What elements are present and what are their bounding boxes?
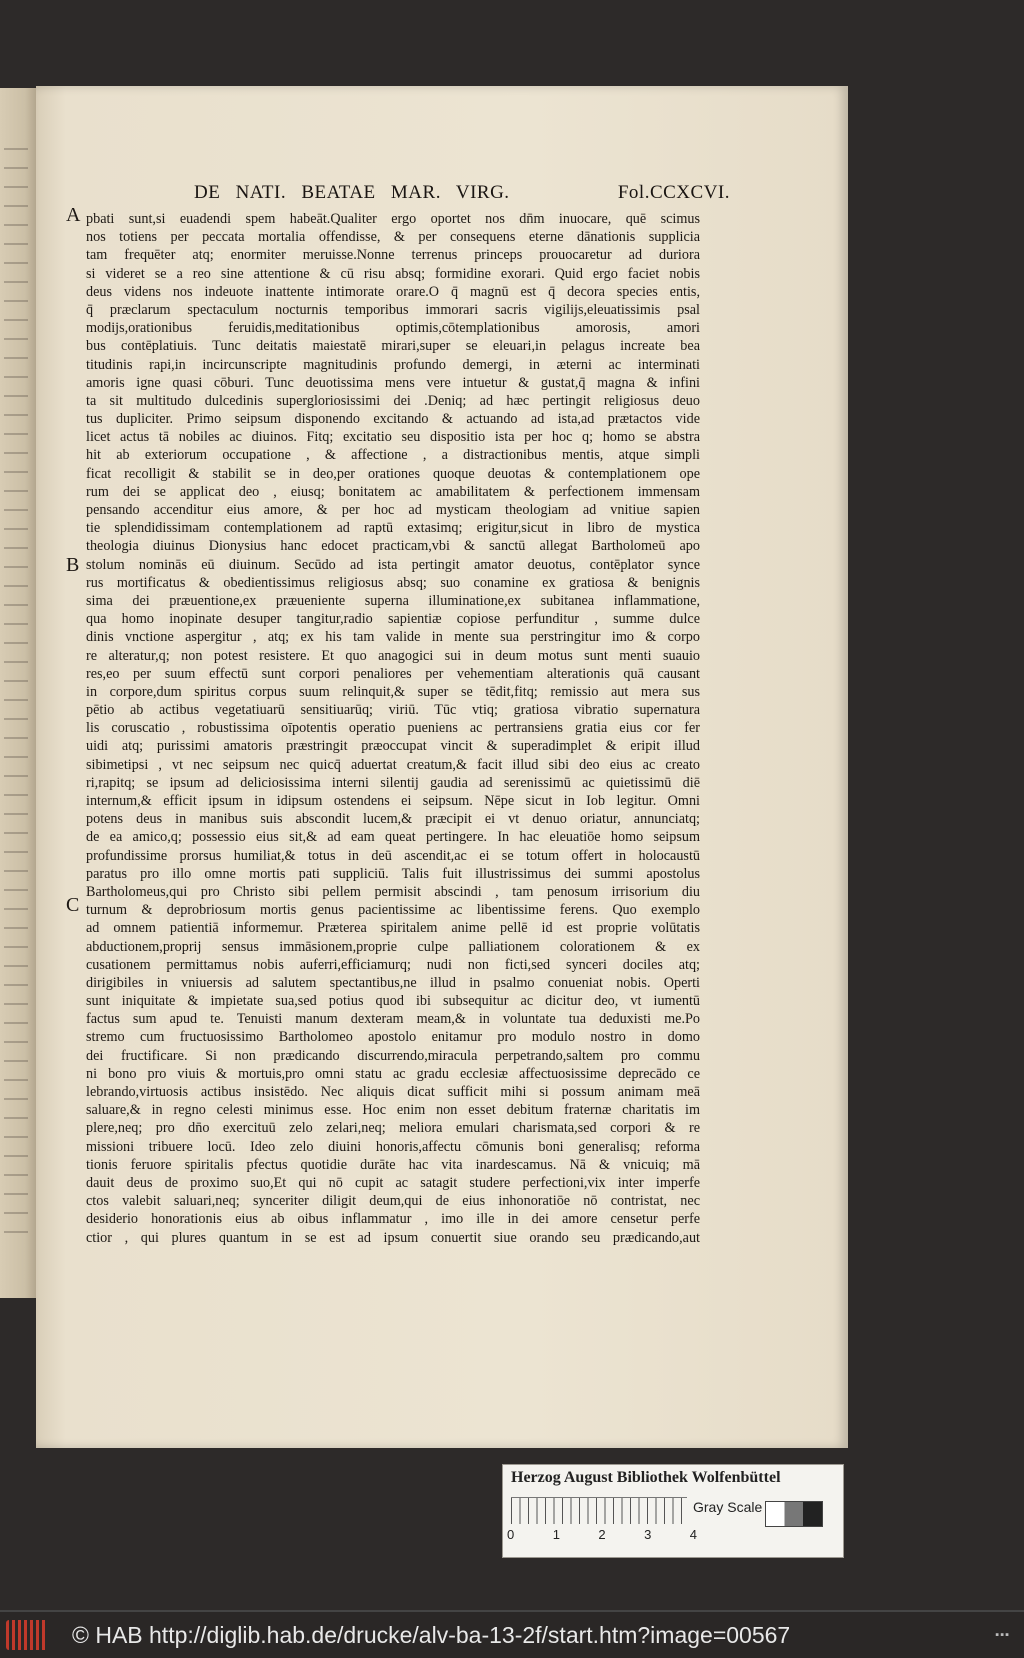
text-line: tus dupliciter. Primo seipsum disponendo excitando & actuando ad ista,ad prætactos vide xyxy=(86,411,700,428)
text-line: deus videns nos indeuote inattente intimorate orare.O q̄ magnū est q̄ decora species entis, xyxy=(86,283,700,300)
facing-page-text xyxy=(4,148,28,1248)
text-line: paratus pro illo omne mortis pati suppliciū. Talis fuit illustrissimus dei summi apostolus xyxy=(86,865,700,882)
scale-ruler xyxy=(511,1497,687,1524)
book-page xyxy=(36,86,848,1448)
text-line: profundissime prorsus humiliat,& totus in deū ascendit,ac ei se totum offert in holocaustū xyxy=(86,847,700,864)
library-color-card xyxy=(502,1464,844,1558)
text-line: dirigibiles in vniuersis ad salutem spectantibus,ne illud in psalmo conueniat nobis. Operti xyxy=(86,974,700,991)
footer-link[interactable]: © HAB http://diglib.hab.de/drucke/alv-ba-13-2f/start.htm?image=00567 xyxy=(72,1621,791,1648)
section-marker-b: B xyxy=(66,554,80,576)
text-line: pētio ab actibus vegetatiuarū sensitiuarūq; viriū. Tūc vtiq; gratiosa vibratio supernatura xyxy=(86,702,700,719)
text-line: tionis feruore spiritalis pfectus quotidie durāte hac vita inardescamus. Nā & vnicuiq; mā xyxy=(86,1156,700,1173)
facing-page-edge xyxy=(0,88,36,1298)
text-line: ctior , qui plures quantum in se est ad ipsum conuertit siue orando seu prædicando,aut xyxy=(86,1229,700,1246)
text-line: rum dei se applicat deo , eiusq; bonitatem ac amabilitatem & perfectionem immensam xyxy=(86,483,700,500)
text-line: ctos valebit saluari,neq; synceriter diligit deum,qui de eius inhonoratiōe nō contristat, nec xyxy=(86,1193,700,1210)
ruler-tick: 0 xyxy=(507,1527,515,1542)
section-marker-a: A xyxy=(66,204,81,226)
gray-scale-swatch xyxy=(765,1501,823,1527)
ruler-tick: 4 xyxy=(689,1527,697,1542)
text-line: si videret se a reo sine attentione & cū risu absq; formidine exorari. Quid ergo faciet nobis xyxy=(86,265,700,282)
text-line: cusationem permittamus nobis auferri,efficiamurq; nudi non ficti,sed synceri dociles atq; xyxy=(86,956,700,973)
body-text xyxy=(86,210,700,1247)
text-line: qua homo inopinate desuper tangitur,radio sapientiæ copiose perfunditur , summe dulce xyxy=(86,611,700,628)
text-line: de ea amico,q; possessio eius sit,& ad eam queat pertingere. In hac eleuatiōe homo seipsum xyxy=(86,829,700,846)
text-line: pensando accenditur eius amore, & per hoc ad mysticam theologiam ad vnitiue sapien xyxy=(86,502,700,518)
institution-name: Herzog August Bibliothek Wolfenbüttel xyxy=(511,1469,781,1486)
viewer-footer xyxy=(0,1610,1024,1658)
text-line: rus mortificatus & obedientissimus religiosus absq; suo conamine ex gratiosa & benignis xyxy=(86,574,700,591)
ruler-tick: 1 xyxy=(552,1527,560,1542)
text-line: modijs,orationibus feruidis,meditationibus optimis,cōtemplationibus amorosis, amori xyxy=(86,320,700,337)
text-line: abductionem,proprij sensus immāsionem,proprie culpe palliationem colorationem & ex xyxy=(86,938,700,955)
text-line: desiderio honorationis eius ab oibus inflammatur , imo ille in dei amore censetur perfe xyxy=(86,1211,700,1228)
text-line: lis coruscatio , robustissima oīpotentis operatio pueniens ac pertransiens gratia eius cor fer xyxy=(86,720,700,737)
text-line: ficat recolligit & stabilit se in deo,per orationes quoque deuotas & contemplationem ope xyxy=(86,465,700,482)
text-line: pbati sunt,si euadendi spem habeāt.Qualiter ergo oportet nos dn̄m inuocare, quē scimus xyxy=(86,211,700,227)
text-line: res,eo per suum effectū sunt corpori penaliores per vehementiam alterationis quā causant xyxy=(86,665,700,682)
text-line: amoris igne quasi cōburi. Tunc deuotissima mens vere intuetur & gustat,q̄ magna & infini xyxy=(86,374,700,391)
text-line: dinis vnctione aspergitur , atq; ex his tam valide in mente sua perstringitur imo & corpo xyxy=(86,629,700,646)
text-line: dauit deus de proximo suo,Et qui nō cupit ac satagit studere perfectioni,vix inter imperfe xyxy=(86,1174,700,1191)
text-line: titudinis rapi,in incircunscripte magnitudinis profundo demergi, in æterni ac interminati xyxy=(86,356,700,373)
text-line: ni bono pro viuis & mortuis,pro omni statu ac gradu ecclesiæ affectuosissime deprecādo ce xyxy=(86,1065,700,1082)
text-line: saluare,& in regno celesti minimus esse. Hoc enim non esset debitum fraternæ charitatis im xyxy=(86,1102,700,1119)
text-line: factus sum apud te. Tenuisti manum dexteram meam,& in voluntate tua deduxisti me.Po xyxy=(86,1011,700,1028)
section-marker-c: C xyxy=(66,894,80,916)
ruler-tick: 3 xyxy=(644,1527,652,1542)
text-line: ta sit multitudo dulcedinis supergloriosissimi dei .Deniq; ad hæc pertingit religiosus deuo xyxy=(86,392,700,409)
text-line: tam frequēter atq; enormiter meruisse.Nonne terrenus princeps prouocaretur ad duriora xyxy=(86,247,700,264)
menu-dots-icon[interactable]: ▪▪▪ xyxy=(995,1629,1010,1641)
text-line: sima dei præuentione,ex præueniente superna illuminatione,ex subitanea inflammatione, xyxy=(86,592,700,609)
text-line: dei fructificare. Si non prædicando discurrendo,miracula perpetrando,saltem pro commu xyxy=(86,1047,700,1064)
ruler-ticks xyxy=(507,1527,697,1542)
text-line: ri,rapitq; se ipsum ad deliciosissima interni silentij gaudia ad serenissimū ac quietissimū diē xyxy=(86,774,700,791)
text-line: hit ab exteriorum occupatione , & affectione , a distractionibus mentis, atque simpli xyxy=(86,447,700,464)
text-line: uidi atq; purissimi amatoris præstringit præoccupat vincit & superadimplet & eripit illud xyxy=(86,738,700,755)
text-line: licet actus tā nobiles ac diuinos. Fitq; excitatio seu dispositio ista per hoc q; homo se abstra xyxy=(86,429,700,446)
text-line: missioni tribuere locū. Ideo zelo diuini honoris,affectu cōmunis boni generalisq; reforma xyxy=(86,1138,700,1155)
text-line: q̄ præclarum spectaculum nocturnis temporibus immorari sacris vigilijs,eleuatissimis psal xyxy=(86,301,700,318)
text-line: lebrando,virtuosis actibus insistēdo. Nec aliquis dicat sufficit mihi si possum animam meā xyxy=(86,1084,700,1100)
text-line: theologia diuinus Dionysius hanc edocet practicam,vbi & sanctū allegat Bartholomeū apo xyxy=(86,538,700,555)
text-line: ad omnem patientiā informemur. Præterea spiritalem anime pellē id est proprie volūtatis xyxy=(86,920,700,937)
text-line: stremo cum fructuosissimo Bartholomeo apostolo enitamur pro modulo nostro in domo xyxy=(86,1029,700,1046)
running-title: DE NATI. BEATAE MAR. VIRG. xyxy=(194,182,510,203)
folio-number: Fol.CCXCVI. xyxy=(617,182,730,203)
text-line: re alteratur,q; non potest resistere. Et quo anagogici sui in deum motus sunt menti suauio xyxy=(86,647,700,664)
text-line: sibimetipsi , vt nec seipsum nec quicq̄ aduertat creatum,& facit illud sibi deo eius ac creato xyxy=(86,756,700,773)
text-line: tie splendidissimam contemplationem ad raptū extasimq; erigitur,sicut in libro de mystica xyxy=(86,520,700,537)
text-line: stolum nominās eū diuinum. Secūdo ad ista pertingit amator deuotus, contēplator synce xyxy=(86,556,700,573)
text-line: in corpore,dum spiritus corpus suum relinquit,& super se tēdit,fitq; remissio aut mera sus xyxy=(86,683,700,700)
ruler-tick: 2 xyxy=(598,1527,606,1542)
page-header xyxy=(156,182,736,210)
text-line: Bartholomeus,qui pro Christo sibi pellem permisit abscindi , tam penosum irrisorium diu xyxy=(86,883,700,900)
text-line: plere,neq; pro dn̄o exercituū zelo zelari,neq; meliora emulari charismata,sed corpori & re xyxy=(86,1120,700,1137)
text-line: sunt iniquitate & impietate sua,sed potius quod ibi subsequitur ac dicitur deo, vt iumentū xyxy=(86,993,700,1010)
gray-scale-label: Gray Scale xyxy=(693,1499,763,1515)
text-line: potens deus in manibus suis abscondit lucem,& præcipit ei vt denuo oriatur, annunciatq; xyxy=(86,811,700,828)
text-line: bus contēplatiuis. Tunc deitatis maiestatē mirari,super se eleuari,in pelagus increate bea xyxy=(86,338,700,355)
text-line: nos totiens per peccata mortalia offendisse, & per consequens eterne dānationis supplicia xyxy=(86,229,700,246)
text-line: internum,& efficit ipsum in idipsum ostendens ei seipsum. Nēpe sicut in Iob legitur. Omni xyxy=(86,793,700,809)
hab-logo-icon[interactable] xyxy=(6,1620,48,1650)
text-line: turnum & deprobriosum mortis genus pacientissime ac libentissime ferens. Quo exemplo xyxy=(86,902,700,919)
